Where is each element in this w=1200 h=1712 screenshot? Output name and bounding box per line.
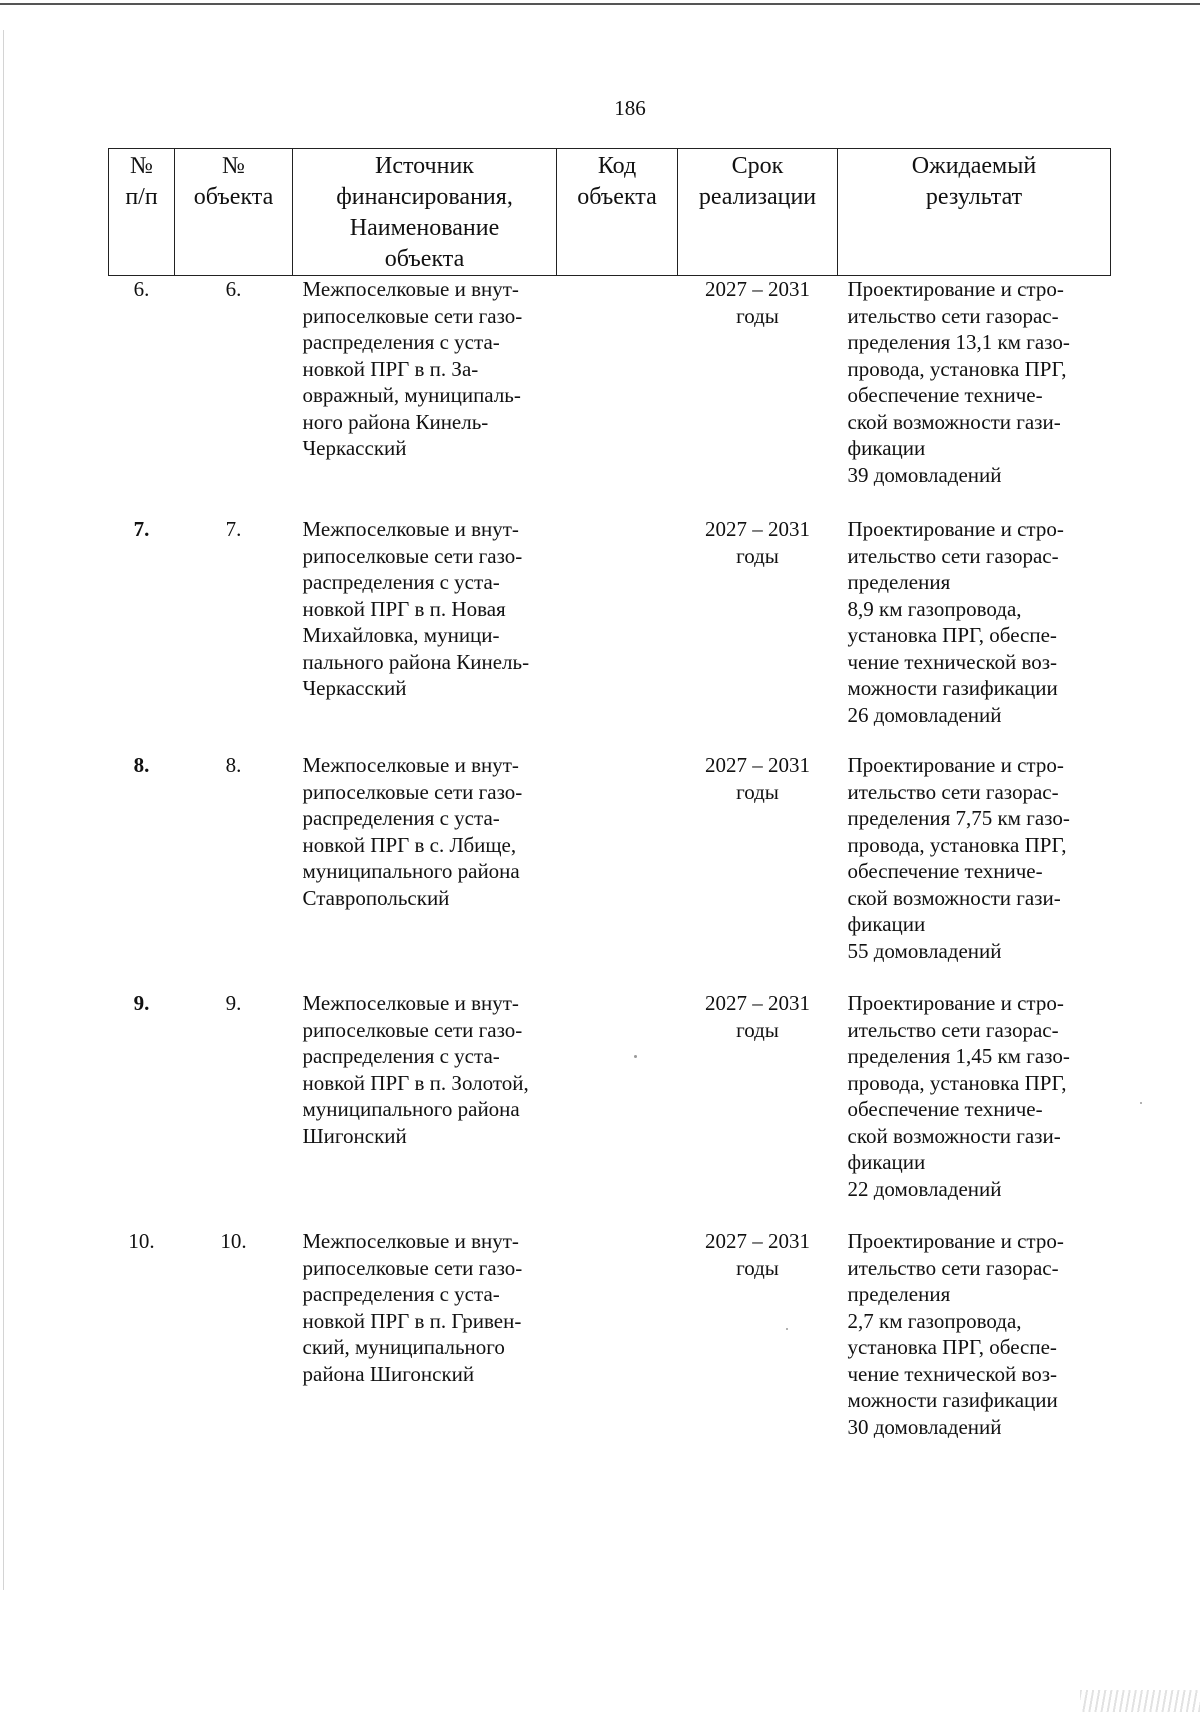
table-row [109, 990, 1111, 1228]
page-number: 186 [614, 96, 646, 120]
object-number: 9. [225, 991, 242, 1015]
header-implementation-term: Срок реализации [678, 149, 838, 276]
header-object-code: Код объекта [557, 149, 678, 276]
object-name: Межпоселковые и внут- рипоселковые сети газо- распределения с уста- новкой ПРГ в п. Золотой, муниципального района Шигонский [302, 991, 529, 1148]
object-code [557, 1228, 678, 1464]
object-code [557, 276, 678, 517]
scan-speck [1140, 1102, 1142, 1104]
header-object-number: № объекта [175, 149, 293, 276]
object-code [557, 990, 678, 1228]
object-number: 8. [225, 753, 242, 777]
expected-result: Проектирование и стро- ительство сети газорас- пределения 1,45 км газо- провода, установка ПРГ, обеспечение техниче- ской возможности гази- фикации 22 домовладений [847, 991, 1070, 1201]
header-row-number: № п/п [109, 149, 175, 276]
implementation-term: 2027 – 2031 годы [705, 753, 810, 804]
table-row [109, 1228, 1111, 1464]
object-number: 7. [225, 517, 242, 541]
scan-corner-noise [1080, 1690, 1200, 1712]
object-code [557, 752, 678, 990]
expected-result: Проектирование и стро- ительство сети газорас- пределения 7,75 км газо- провода, установка ПРГ, обеспечение техниче- ской возможности гази- фикации 55 домовладений [847, 753, 1070, 963]
scan-border-left [3, 30, 4, 1590]
row-number: 6. [133, 277, 150, 301]
implementation-term: 2027 – 2031 годы [705, 991, 810, 1042]
gasification-objects-table [108, 148, 1111, 1464]
header-financing-source: Источник финансирования, Наименование объекта [293, 149, 557, 276]
table-row [109, 276, 1111, 517]
expected-result: Проектирование и стро- ительство сети газорас- пределения 2,7 км газопровода, установка ПРГ, обеспе- чение технической воз- можности газификации 30 домовладений [847, 1229, 1064, 1439]
object-name: Межпоселковые и внут- рипоселковые сети газо- распределения с уста- новкой ПРГ в с. Лбище, муниципального района Ставропольский [302, 753, 523, 910]
object-name: Межпоселковые и внут- рипоселковые сети газо- распределения с уста- новкой ПРГ в п. Новая Михайловка, муници- пального района Кинель- Черкасский [302, 517, 530, 700]
implementation-term: 2027 – 2031 годы [705, 277, 810, 328]
scan-speck [786, 1328, 788, 1330]
table-header-row [109, 149, 1111, 276]
header-expected-result: Ожидаемый результат [838, 149, 1111, 276]
implementation-term: 2027 – 2031 годы [705, 1229, 810, 1280]
scan-border-top [0, 3, 1200, 5]
expected-result: Проектирование и стро- ительство сети газорас- пределения 13,1 км газо- провода, установка ПРГ, обеспечение техниче- ской возможности гази- фикации 39 домовладений [847, 277, 1070, 487]
object-number: 6. [225, 277, 242, 301]
table-row [109, 516, 1111, 752]
object-name: Межпоселковые и внут- рипоселковые сети газо- распределения с уста- новкой ПРГ в п. Гривен- ский, муниципального района Шигонский [302, 1229, 523, 1386]
row-number: 10. [128, 1229, 155, 1253]
object-name: Межпоселковые и внут- рипоселковые сети газо- распределения с уста- новкой ПРГ в п. За- овражный, муниципаль- ного района Кинель- Черкасский [302, 277, 523, 460]
table-row [109, 752, 1111, 990]
row-number: 7. [133, 517, 150, 541]
scan-speck [634, 1055, 637, 1058]
row-number: 8. [133, 753, 150, 777]
row-number: 9. [133, 991, 150, 1015]
object-number: 10. [220, 1229, 247, 1253]
implementation-term: 2027 – 2031 годы [705, 517, 810, 568]
expected-result: Проектирование и стро- ительство сети газорас- пределения 8,9 км газопровода, установка ПРГ, обеспе- чение технической воз- можности газификации 26 домовладений [847, 517, 1064, 727]
object-code [557, 516, 678, 752]
